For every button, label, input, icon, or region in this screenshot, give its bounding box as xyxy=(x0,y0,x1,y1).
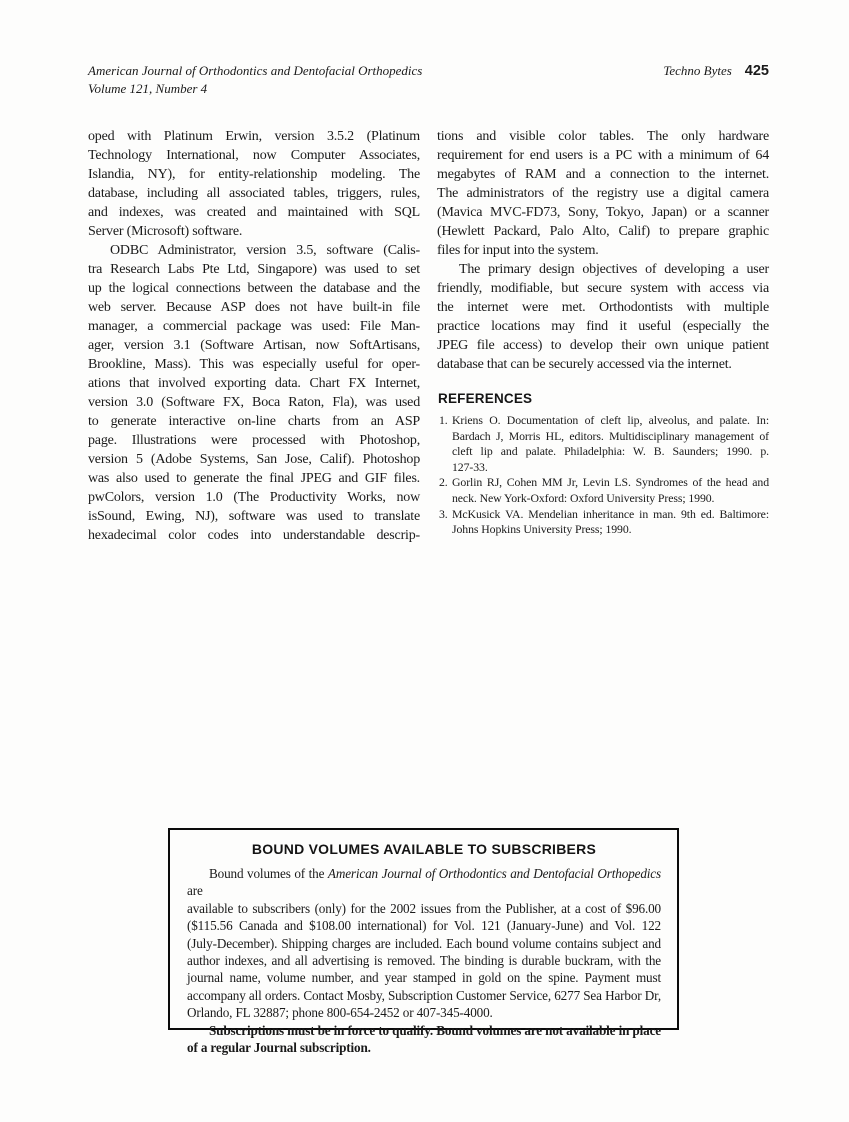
references-list xyxy=(437,413,769,538)
text-line: ODBC Administrator, version 3.5, software (Calis- xyxy=(110,243,420,258)
reference-line: cleft lip and palate. Philadelphia: W. B. Saunders; 1990. p. xyxy=(452,444,769,459)
text-line: web server. Because ASP does not have built-in file xyxy=(88,300,420,315)
text-line: Brookline, Mass). This was especially useful for oper- xyxy=(88,357,420,372)
text-line: Islandia, NY), for entity-relationship modeling. The xyxy=(88,167,420,182)
text-line: requirement for end users is a PC with a minimum of 64 xyxy=(437,148,769,163)
text-line: practice locations may find it useful (especially the xyxy=(437,319,769,334)
text-line: was also used to generate the final JPEG and GIF files. xyxy=(88,471,420,486)
references-section xyxy=(437,391,769,538)
running-head-right xyxy=(437,62,769,80)
text-line: version 3.0 (Software FX, Boca Raton, Fla), was used xyxy=(88,395,420,410)
text-line: The primary design objectives of developing a user xyxy=(459,262,769,277)
text-line: tions and visible color tables. The only hardware xyxy=(437,129,769,144)
notice-line: Orlando, FL 32887; phone 800-654-2452 or 407-345-4000. xyxy=(187,1005,493,1021)
reference-line: neck. New York-Oxford: Oxford University Press; 1990. xyxy=(452,490,715,505)
reference-item xyxy=(437,475,769,506)
text-line: tra Research Labs Pte Ltd, Singapore) was used to set xyxy=(88,262,420,277)
paragraph xyxy=(187,1022,661,1057)
paragraph xyxy=(187,865,661,1022)
reference-item xyxy=(437,507,769,538)
article-body xyxy=(88,127,769,545)
reference-line: Johns Hopkins University Press; 1990. xyxy=(452,522,632,537)
text-line: hexadecimal color codes into understandable descrip- xyxy=(88,528,420,543)
text-line: JPEG file access) to develop their own unique patient xyxy=(437,338,769,353)
text-line: (Mavica MVC-FD73, Sony, Tokyo, Japan) or a scanner xyxy=(437,205,769,220)
reference-line: McKusick VA. Mendelian inheritance in man. 9th ed. Baltimore: xyxy=(452,506,769,521)
references-heading: REFERENCES xyxy=(438,391,533,406)
text-line: isSound, Ewing, NJ), software was used to translate xyxy=(88,509,420,524)
left-column xyxy=(88,127,420,545)
text-segment: are xyxy=(187,883,203,899)
reference-text xyxy=(452,507,769,538)
notice-line: Subscriptions must be in force to qualify. Bound volumes are not available in place xyxy=(209,1022,661,1038)
text-segment: Bound volumes of the xyxy=(209,866,328,881)
text-line: the internet were met. Orthodontists with multiple xyxy=(437,300,769,315)
text-line: The administrators of the registry use a digital camera xyxy=(437,186,769,201)
reference-number: 2. xyxy=(439,475,448,490)
reference-item xyxy=(437,413,769,475)
notice-line: ($115.56 Canada and $108.00 international) for Vol. 121 (January-June) and Vol. 122 xyxy=(187,918,661,934)
notice-line: accompany all orders. Contact Mosby, Subscription Customer Service, 6277 Sea Harbor Dr, xyxy=(187,987,661,1003)
text-line: friendly, modifiable, but secure system with access via xyxy=(437,281,769,296)
paragraph xyxy=(88,127,420,241)
text-line: Server (Microsoft) software. xyxy=(88,224,243,239)
reference-line: Bardach J, Morris HL, editors. Multidisciplinary management of xyxy=(452,428,769,443)
text-line: Technology International, now Computer Associates, xyxy=(88,148,420,163)
notice-line xyxy=(187,865,661,900)
notice-line: journal name, volume number, and year stamped in gold on the spine. Payment must xyxy=(187,970,661,986)
text-line: (Hewlett Packard, Palo Alto, Calif) to prepare graphic xyxy=(437,224,769,239)
paragraph xyxy=(88,241,420,545)
text-line: oped with Platinum Erwin, version 3.5.2 (Platinum xyxy=(88,129,420,144)
text-line: up the logical connections between the database and the xyxy=(88,281,420,296)
reference-line: Kriens O. Documentation of cleft lip, alveolus, and palate. In: xyxy=(452,413,769,427)
section-title: Techno Bytes xyxy=(663,63,732,78)
text-line: manager, a commercial package was used: File Man- xyxy=(88,319,420,334)
text-line: database that can be securely accessed via the internet. xyxy=(437,357,732,372)
text-line: megabytes of RAM and a connection to the internet. xyxy=(437,167,769,182)
reference-text xyxy=(452,413,769,475)
text-line: files for input into the system. xyxy=(437,243,599,258)
journal-title-italic: American Journal of Orthodontics and Dentofacial Orthopedics xyxy=(327,866,661,881)
text-line: database, including all associated tables, triggers, rules, xyxy=(88,186,420,201)
reference-line: 127-33. xyxy=(452,459,488,474)
volume-line: Volume 121, Number 4 xyxy=(88,80,208,96)
text-line: and indexes, was created and maintained with SQL xyxy=(88,205,420,220)
reference-number: 1. xyxy=(439,413,448,427)
notice-line: of a regular Journal subscription. xyxy=(187,1040,371,1056)
notice-title: BOUND VOLUMES AVAILABLE TO SUBSCRIBERS xyxy=(251,841,597,857)
notice-body xyxy=(187,865,661,1056)
journal-title: American Journal of Orthodontics and Dentofacial Orthopedics xyxy=(88,63,423,78)
text-line: pwColors, version 1.0 (The Productivity Works, now xyxy=(88,490,420,505)
paragraph xyxy=(437,127,769,260)
page-number: 425 xyxy=(744,63,769,79)
text-line: to generate interactive on-line charts from an ASP xyxy=(88,414,420,429)
notice-line: (July-December). Shipping charges are included. Each bound volume contains subject and xyxy=(187,935,661,951)
running-head-left xyxy=(88,62,422,97)
text-line: version 5 (Adobe Systems, San Jose, Calif). Photoshop xyxy=(88,452,420,467)
reference-text xyxy=(452,475,769,506)
text-line: ations that involved exporting data. Chart FX Internet, xyxy=(88,376,420,391)
notice-line: author indexes, and all advertising is removed. The binding is durable buckram, with the xyxy=(187,953,661,969)
reference-number: 3. xyxy=(439,506,448,521)
reference-line: Gorlin RJ, Cohen MM Jr, Levin LS. Syndromes of the head and xyxy=(452,475,769,490)
bound-volumes-notice-box xyxy=(168,828,679,1056)
notice-line: available to subscribers (only) for the 2002 issues from the Publisher, at a cost of $96.00 xyxy=(187,900,661,916)
paragraph xyxy=(437,260,769,374)
text-line: page. Illustrations were processed with Photoshop, xyxy=(88,433,420,448)
text-line: ager, version 3.1 (Software Artisan, now SoftArtisans, xyxy=(88,338,420,353)
right-column xyxy=(437,127,769,545)
